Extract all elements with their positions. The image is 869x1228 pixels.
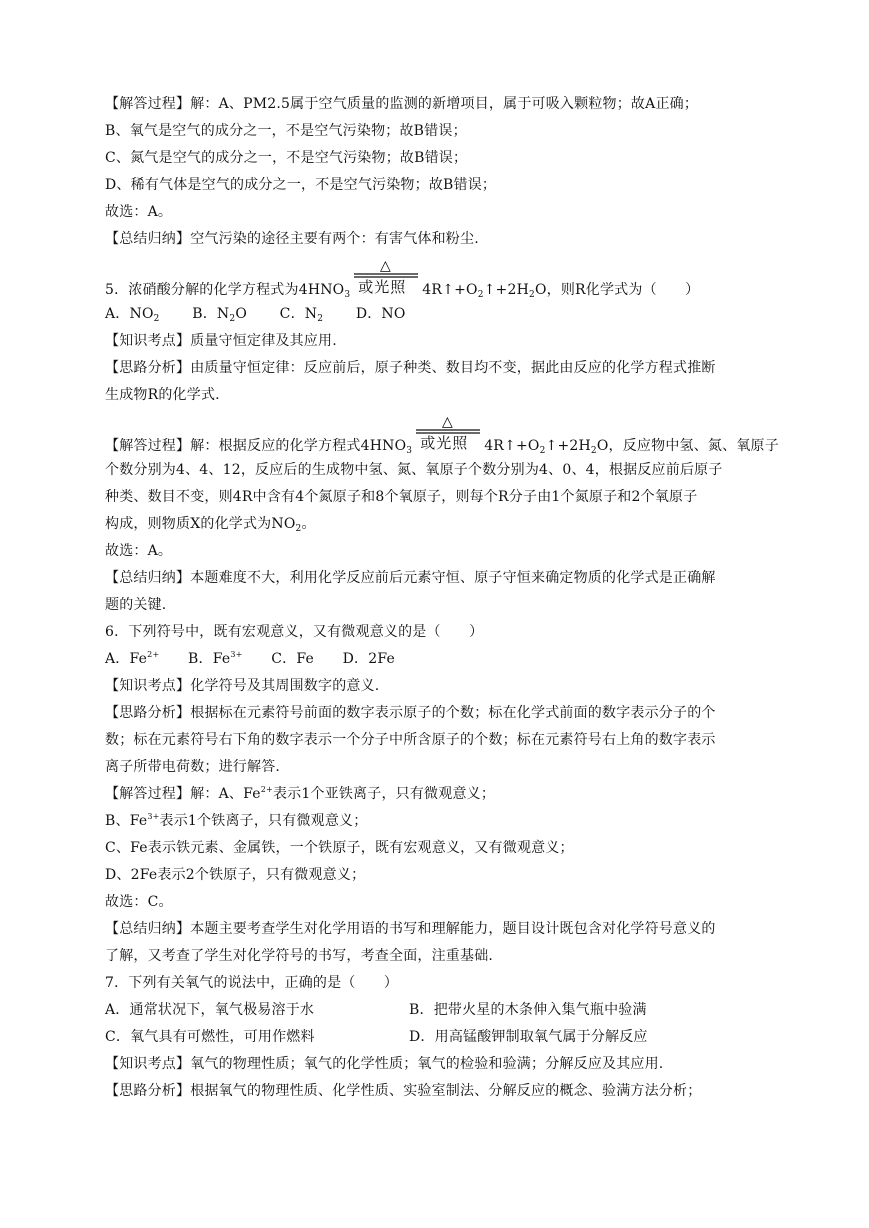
answer-line-c: C、氮气是空气的成分之一，不是空气污染物；故B错误； (105, 150, 468, 166)
summary-q6-line2: 了解，又考查了学生对化学符号的书写，考查全面，注重基础. (105, 948, 494, 964)
product-water: ↑+2H (545, 438, 591, 454)
analysis-q5-line1: 【思路分析】由质量守恒定律：反应前后，原子种类、数目均不变，据此由反应的化学方程式推断 (105, 360, 716, 376)
option-c: C．Fe (271, 651, 314, 667)
answer-process-q5 (105, 414, 779, 456)
answer-choice-q5: 故选：A。 (105, 543, 173, 559)
answer-choice-q6: 故选：C。 (105, 894, 173, 910)
option-d: D．2Fe (342, 651, 395, 667)
q6-options (105, 650, 770, 668)
reaction-condition (354, 258, 418, 296)
subscript: 2 (590, 446, 597, 456)
analysis-q6-line3: 离子所带电荷数；进行解答. (105, 759, 281, 775)
product-r: 4R↑+O (484, 438, 540, 454)
subscript: 2 (539, 446, 546, 456)
option-b-text2: O (235, 306, 247, 322)
answer-q5-start: 【解答过程】解：根据反应的化学方程式4HNO (105, 438, 407, 454)
answer-q6-b-end: 表示1个铁离子，只有微观意义； (159, 813, 368, 829)
option-c: C．氧气具有可燃性，可用作燃料 (105, 1029, 315, 1045)
answer-q6-line-c: C、Fe表示铁元素、金属铁，一个铁原子，既有宏观意义，又有微观意义； (105, 840, 574, 856)
answer-q5-line4-text: 构成，则物质X的化学式为NO (105, 516, 296, 532)
condition-label: 或光照 (358, 278, 407, 296)
answer-q6-start: 【解答过程】解：A、Fe (105, 786, 261, 802)
reaction-condition-mark (354, 256, 418, 280)
option-a: A．通常状况下，氧气极易溶于水 (105, 1002, 315, 1018)
superscript: 3+ (147, 812, 160, 821)
answer-q5-line2: 个数分别为4、4、12，反应后的生成物中氢、氮、氧原子个数分别为4、0、4，根据反应前后原子 (105, 462, 723, 478)
answer-q5-line3: 种类、数目不变，则4R中含有4个氮原子和8个氧原子，则每个R分子由1个氮原子和2个氧原子 (105, 489, 698, 505)
analysis-q5-line2: 生成物R的化学式. (105, 387, 220, 403)
reaction-condition-mark (416, 412, 480, 436)
option-c-text: C．N (279, 306, 318, 322)
answer-line-d: D、稀有气体是空气的成分之一，不是空气污染物；故B错误； (105, 177, 497, 193)
subscript: 2 (153, 314, 160, 324)
condition-label: 或光照 (420, 434, 469, 452)
subscript: 2 (317, 314, 324, 324)
answer-q6-b-start: B、Fe (105, 813, 148, 829)
question-6: 6．下列符号中，既有宏观意义，又有微观意义的是（ ） (105, 624, 484, 640)
q5-options (105, 305, 770, 323)
option-d: D．用高锰酸钾制取氧气属于分解反应 (409, 1029, 648, 1045)
option-b (192, 306, 247, 322)
answer-q6-line-b (105, 812, 770, 830)
option-c (280, 306, 324, 322)
q7-options-row2 (105, 1028, 770, 1046)
heat-symbol: △ (380, 258, 392, 274)
answer-q5-line4 (105, 515, 770, 533)
product-water: ↑+2H (483, 282, 530, 298)
answer-q6-line-d: D、2Fe表示2个铁原子，只有微观意义； (105, 867, 366, 883)
answer-choice-q4: 故选：A。 (105, 204, 173, 220)
option-b (188, 651, 243, 667)
question-7: 7．下列有关氧气的说法中，正确的是（ ） (105, 975, 399, 991)
knowledge-q5: 【知识考点】质量守恒定律及其应用. (105, 333, 337, 349)
answer-process-q6 (105, 785, 770, 803)
option-b-text: B．Fe (188, 651, 231, 667)
option-b: B．把带火星的木条伸入集气瓶中验满 (409, 1002, 647, 1018)
answer-q5-line4-end: 。 (301, 516, 316, 532)
option-a-text: A．Fe (105, 651, 148, 667)
analysis-q6-line1: 【思路分析】根据标在元素符号前面的数字表示原子的个数；标在化学式前面的数字表示分子的个 (105, 705, 716, 721)
answer-process-q4: 【解答过程】解：A、PM2.5属于空气质量的监测的新增项目，属于可吸入颗粒物；故A正确； (105, 96, 699, 112)
q7-options-row1 (105, 1001, 770, 1019)
summary-q5-line2: 题的关键. (105, 597, 167, 613)
analysis-q7: 【思路分析】根据氧气的物理性质、化学性质、实验室制法、分解反应的概念、验满方法分析； (105, 1083, 702, 1099)
subscript: 2 (229, 314, 236, 324)
option-a-text: A．NO (105, 306, 154, 322)
heat-symbol: △ (442, 414, 454, 430)
subscript: 3 (344, 290, 351, 300)
q5-equation-end: O，则R化学式为（ ） (534, 282, 700, 298)
q5-equation-start: 5．浓硝酸分解的化学方程式为4HNO (105, 282, 345, 298)
subscript: 3 (406, 446, 413, 456)
summary-q6-line1: 【总结归纳】本题主要考查学生对化学用语的书写和理解能力，题目设计既包含对化学符号意义的 (105, 921, 716, 937)
product-r: 4R↑+O (422, 282, 478, 298)
option-d: D．NO (355, 306, 406, 322)
reaction-condition (416, 414, 480, 452)
knowledge-q6: 【知识考点】化学符号及其周围数字的意义. (105, 678, 380, 694)
superscript: 2+ (260, 785, 273, 794)
analysis-q6-line2: 数；标在元素符号右下角的数字表示一个分子中所含原子的个数；标在元素符号右上角的数字表示 (105, 732, 716, 748)
answer-q5-end: O，反应物中氢、氮、氧原子 (596, 438, 779, 454)
superscript: 2+ (147, 650, 160, 659)
subscript: 2 (529, 290, 535, 300)
answer-q6-end: 表示1个亚铁离子，只有微观意义； (272, 786, 496, 802)
summary-q5-line1: 【总结归纳】本题难度不大，利用化学反应前后元素守恒、原子守恒来确定物质的化学式是正确解 (105, 570, 716, 586)
superscript: 3+ (230, 650, 243, 659)
option-a (105, 306, 160, 322)
summary-q4: 【总结归纳】空气污染的途径主要有两个：有害气体和粉尘. (105, 231, 479, 247)
subscript: 2 (295, 524, 302, 534)
subscript: 2 (477, 290, 484, 300)
answer-line-b: B、氧气是空气的成分之一，不是空气污染物；故B错误； (105, 123, 467, 139)
option-b-text: B．N (192, 306, 230, 322)
option-a (105, 651, 159, 667)
knowledge-q7: 【知识考点】氧气的物理性质；氧气的化学性质；氧气的检验和验满；分解反应及其应用. (105, 1056, 664, 1072)
question-5 (105, 258, 770, 300)
